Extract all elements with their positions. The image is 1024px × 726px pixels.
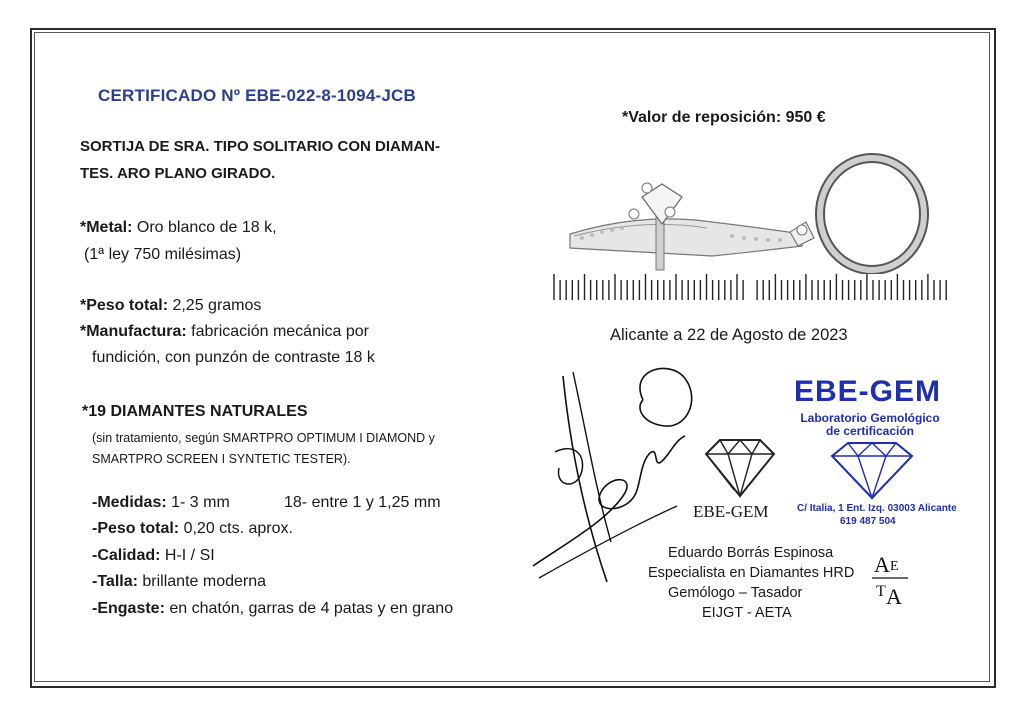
metal-note: (1ª ley 750 milésimas) bbox=[84, 246, 242, 263]
lab-address: C/ Italia, 1 Ent. Izq. 03003 Alicante bbox=[797, 503, 957, 514]
measures-label: -Medidas: bbox=[92, 494, 167, 511]
lab-subtitle-1: Laboratorio Gemológico bbox=[800, 411, 940, 425]
metal-line bbox=[80, 219, 277, 237]
manufacture-label: *Manufactura: bbox=[80, 323, 187, 340]
diamonds-heading: *19 DIAMANTES NATURALES bbox=[82, 403, 308, 420]
ring-photos bbox=[562, 152, 962, 274]
weight-line bbox=[80, 297, 261, 315]
manufacture-line bbox=[80, 323, 369, 341]
diamonds-note-line1: (sin tratamiento, según SMARTPRO OPTIMUM I DIAMOND y bbox=[92, 431, 435, 445]
diamond-weight-line bbox=[92, 520, 293, 538]
item-title-line1: SORTIJA DE SRA. TIPO SOLITARIO CON DIAMAN- bbox=[80, 138, 441, 155]
quality-line bbox=[92, 547, 215, 565]
lab-subtitle-2: de certificación bbox=[825, 424, 915, 438]
diamond-stamp-icon bbox=[700, 436, 780, 500]
metal-label: *Metal: bbox=[80, 219, 133, 236]
lab-brand: EBE-GEM bbox=[794, 375, 942, 408]
svg-text:T: T bbox=[876, 583, 886, 600]
measures-value-2: 18- entre 1 y 1,25 mm bbox=[284, 494, 441, 511]
cut-value: brillante moderna bbox=[137, 573, 267, 590]
lab-diamond-logo-icon bbox=[826, 440, 918, 502]
weight-value: 2,25 gramos bbox=[168, 297, 262, 314]
svg-text:A: A bbox=[874, 552, 890, 577]
manufacture-value-line2: fundición, con punzón de contraste 18 k bbox=[92, 349, 375, 366]
item-title-line2: TES. ARO PLANO GIRADO. bbox=[80, 165, 276, 182]
certificate-number: CERTIFICADO Nº EBE-022-8-1094-JCB bbox=[98, 86, 416, 105]
svg-text:E: E bbox=[890, 559, 899, 574]
diamond-weight-value: 0,20 cts. aprox. bbox=[179, 520, 293, 537]
diamond-weight-label: -Peso total: bbox=[92, 520, 180, 537]
signatory-role-2: Gemólogo – Tasador bbox=[668, 585, 803, 601]
ring-side-view-image bbox=[570, 183, 802, 270]
setting-label: -Engaste: bbox=[92, 600, 165, 617]
valuation: *Valor de reposición: 950 € bbox=[622, 109, 826, 126]
quality-label: -Calidad: bbox=[92, 547, 161, 564]
aeta-logo bbox=[868, 550, 912, 608]
signatory-memberships: EIJGT - AETA bbox=[702, 605, 792, 621]
measures-line bbox=[92, 494, 230, 512]
setting-value: en chatón, garras de 4 patas y en grano bbox=[164, 600, 454, 617]
cut-line bbox=[92, 573, 266, 591]
weight-label: *Peso total: bbox=[80, 297, 169, 314]
svg-text:A: A bbox=[886, 584, 902, 608]
signatory-name: Eduardo Borrás Espinosa bbox=[668, 545, 834, 561]
place-date: Alicante a 22 de Agosto de 2023 bbox=[610, 326, 848, 344]
setting-line bbox=[92, 600, 453, 618]
cut-label: -Talla: bbox=[92, 573, 138, 590]
metal-value: Oro blanco de 18 k, bbox=[132, 219, 277, 236]
diamonds-note-line2: SMARTPRO SCREEN I SYNTETIC TESTER). bbox=[92, 452, 351, 466]
quality-value: H-I / SI bbox=[160, 547, 215, 564]
measures-value: 1- 3 mm bbox=[166, 494, 230, 511]
ring-top-view-image bbox=[790, 158, 924, 270]
measurement-ruler bbox=[552, 270, 952, 304]
signatory-role-1: Especialista en Diamantes HRD bbox=[648, 565, 855, 581]
stamp-brand-text: EBE-GEM bbox=[693, 502, 769, 521]
lab-phone: 619 487 504 bbox=[840, 516, 896, 527]
manufacture-value: fabricación mecánica por bbox=[186, 323, 369, 340]
